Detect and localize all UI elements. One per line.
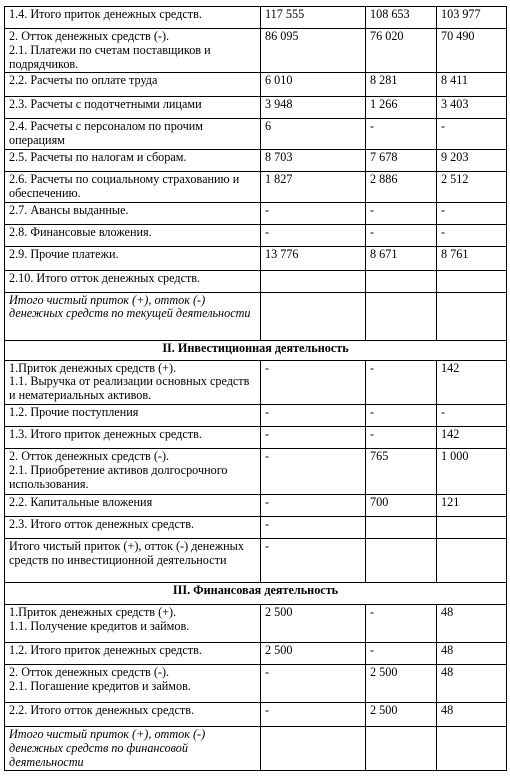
value-cell: 76 020	[366, 29, 437, 73]
row-label-line: 2. Отток денежных средств (-).	[9, 29, 170, 43]
cash-flow-table-body	[5, 7, 507, 771]
row-label-line: 2.10. Итого отток денежных средств.	[9, 270, 201, 285]
value-cell: 86 095	[261, 29, 366, 73]
row-label-line: 2.1. Приобретение активов долгосрочного использования.	[9, 462, 228, 491]
value-cell: 121	[437, 494, 507, 516]
value-cell: 8 703	[261, 149, 366, 171]
table-row	[5, 360, 507, 404]
value-cell: -	[261, 516, 366, 538]
value-cell: -	[437, 119, 507, 150]
row-label-line: 1.1. Выручка от реализации основных средств и нематериальных активов.	[9, 374, 250, 403]
row-label	[5, 97, 261, 119]
row-label	[5, 664, 261, 702]
value-cell: 765	[366, 448, 437, 494]
value-cell: 117 555	[261, 7, 366, 29]
row-label	[5, 292, 261, 340]
row-label-line: 2.9. Прочие платежи.	[9, 246, 119, 261]
table-row	[5, 538, 507, 582]
row-label-line: 2.2. Расчеты по оплате труда	[9, 73, 158, 88]
row-label-line: 1.Приток денежных средств (+).	[9, 604, 177, 619]
value-cell: 1 000	[437, 448, 507, 494]
value-cell: 9 203	[437, 149, 507, 171]
value-cell	[437, 270, 507, 292]
value-cell: -	[366, 642, 437, 664]
row-label-line: 2.1. Платежи по счетам поставщиков и подрядчиков.	[9, 42, 211, 71]
value-cell: -	[261, 224, 366, 246]
value-cell: -	[261, 538, 366, 582]
table-row	[5, 171, 507, 202]
row-label	[5, 516, 261, 538]
table-row	[5, 448, 507, 494]
row-label	[5, 119, 261, 150]
row-label-line: 1.1. Получение кредитов и займов.	[9, 618, 190, 633]
value-cell: -	[366, 224, 437, 246]
row-label-line: 2.1. Погашение кредитов и займов.	[9, 678, 191, 693]
table-row	[5, 29, 507, 73]
value-cell: -	[261, 404, 366, 426]
row-label	[5, 404, 261, 426]
value-cell: 13 776	[261, 246, 366, 270]
value-cell: 700	[366, 494, 437, 516]
value-cell	[366, 270, 437, 292]
value-cell: 2 500	[261, 604, 366, 642]
row-label-line: 2.7. Авансы выданные.	[9, 202, 129, 217]
table-row	[5, 246, 507, 270]
value-cell: -	[261, 426, 366, 448]
table-row	[5, 292, 507, 340]
table-row	[5, 270, 507, 292]
value-cell: 1 266	[366, 97, 437, 119]
row-label	[5, 448, 261, 494]
value-cell: 8 411	[437, 73, 507, 97]
row-label	[5, 7, 261, 29]
row-label-line: 1.3. Итого приток денежных средств.	[9, 426, 202, 441]
value-cell: -	[366, 202, 437, 224]
row-label-line: 2.2. Итого отток денежных средств.	[9, 702, 195, 717]
value-cell: 1 827	[261, 171, 366, 202]
row-label	[5, 702, 261, 726]
table-row	[5, 149, 507, 171]
table-row	[5, 426, 507, 448]
value-cell	[437, 538, 507, 582]
row-label-line: 1.4. Итого приток денежных средств.	[9, 7, 202, 21]
value-cell: 142	[437, 360, 507, 404]
value-cell: -	[261, 360, 366, 404]
row-label	[5, 726, 261, 770]
value-cell	[437, 726, 507, 770]
row-label	[5, 73, 261, 97]
row-label-line: 1.2. Итого приток денежных средств.	[9, 642, 202, 657]
value-cell: 70 490	[437, 29, 507, 73]
value-cell: -	[261, 202, 366, 224]
value-cell: -	[437, 224, 507, 246]
table-row	[5, 664, 507, 702]
value-cell: 2 886	[366, 171, 437, 202]
value-cell	[366, 292, 437, 340]
value-cell: -	[437, 202, 507, 224]
value-cell: -	[261, 494, 366, 516]
row-label-line: 2.5. Расчеты по налогам и сборам.	[9, 149, 187, 164]
row-label	[5, 426, 261, 448]
value-cell: 3 403	[437, 97, 507, 119]
row-label-line: 2.3. Расчеты с подотчетными лицами	[9, 97, 202, 112]
value-cell: 48	[437, 604, 507, 642]
row-label-line: 2.3. Итого отток денежных средств.	[9, 516, 195, 531]
value-cell: -	[437, 404, 507, 426]
value-cell: 6	[261, 119, 366, 150]
row-label	[5, 224, 261, 246]
value-cell: -	[261, 702, 366, 726]
table-row	[5, 516, 507, 538]
row-label-line: 2. Отток денежных средств (-).	[9, 448, 170, 463]
row-label	[5, 246, 261, 270]
row-label-line: 2.2. Капитальные вложения	[9, 494, 153, 509]
value-cell: 48	[437, 664, 507, 702]
row-label-line: 1.2. Прочие поступления	[9, 404, 139, 419]
value-cell: 3 948	[261, 97, 366, 119]
value-cell: -	[261, 664, 366, 702]
row-label	[5, 604, 261, 642]
table-row	[5, 726, 507, 770]
row-label	[5, 360, 261, 404]
table-row	[5, 119, 507, 150]
value-cell: 2 500	[261, 642, 366, 664]
value-cell: 8 671	[366, 246, 437, 270]
row-label-line: 2.8. Финансовые вложения.	[9, 224, 152, 239]
table-row	[5, 73, 507, 97]
row-label-line: Итого чистый приток (+), отток (-) денежных средств по финансовой деятельности	[9, 726, 206, 769]
value-cell: 7 678	[366, 149, 437, 171]
value-cell: 48	[437, 642, 507, 664]
value-cell: -	[366, 404, 437, 426]
table-row	[5, 97, 507, 119]
cash-flow-table	[4, 6, 507, 771]
table-row	[5, 494, 507, 516]
row-label	[5, 270, 261, 292]
table-row	[5, 404, 507, 426]
row-label	[5, 171, 261, 202]
value-cell	[437, 516, 507, 538]
value-cell: -	[366, 604, 437, 642]
row-label	[5, 642, 261, 664]
row-label	[5, 149, 261, 171]
section-title: III. Финансовая деятельность	[5, 582, 507, 604]
row-label-line: 1.Приток денежных средств (+).	[9, 360, 177, 375]
section-title: II. Инвестиционная деятельность	[5, 340, 507, 360]
value-cell	[261, 270, 366, 292]
table-row	[5, 7, 507, 29]
table-row	[5, 642, 507, 664]
section-header-row	[5, 340, 507, 360]
table-row	[5, 604, 507, 642]
row-label	[5, 29, 261, 73]
row-label-line: Итого чистый приток (+), отток (-) денежных средств по текущей деятельности	[9, 292, 251, 321]
value-cell: 108 653	[366, 7, 437, 29]
row-label	[5, 494, 261, 516]
row-label-line: Итого чистый приток (+), отток (-) денежных средств по инвестиционной деятельности	[9, 538, 244, 567]
table-row	[5, 702, 507, 726]
value-cell	[261, 726, 366, 770]
table-row	[5, 224, 507, 246]
value-cell: -	[366, 119, 437, 150]
value-cell: -	[366, 360, 437, 404]
value-cell	[366, 516, 437, 538]
value-cell: 8 761	[437, 246, 507, 270]
table-row	[5, 202, 507, 224]
row-label	[5, 202, 261, 224]
value-cell	[366, 726, 437, 770]
value-cell: 2 512	[437, 171, 507, 202]
value-cell: 142	[437, 426, 507, 448]
value-cell: -	[261, 448, 366, 494]
value-cell	[366, 538, 437, 582]
value-cell	[437, 292, 507, 340]
value-cell: 103 977	[437, 7, 507, 29]
value-cell: 2 500	[366, 702, 437, 726]
value-cell: 8 281	[366, 73, 437, 97]
value-cell: 2 500	[366, 664, 437, 702]
row-label-line: 2. Отток денежных средств (-).	[9, 664, 170, 679]
row-label	[5, 538, 261, 582]
value-cell: 6 010	[261, 73, 366, 97]
value-cell: -	[366, 426, 437, 448]
row-label-line: 2.6. Расчеты по социальному страхованию и обеспечению.	[9, 171, 240, 200]
value-cell	[261, 292, 366, 340]
value-cell: 48	[437, 702, 507, 726]
row-label-line: 2.4. Расчеты с персоналом по прочим операциям	[9, 119, 203, 148]
section-header-row	[5, 582, 507, 604]
